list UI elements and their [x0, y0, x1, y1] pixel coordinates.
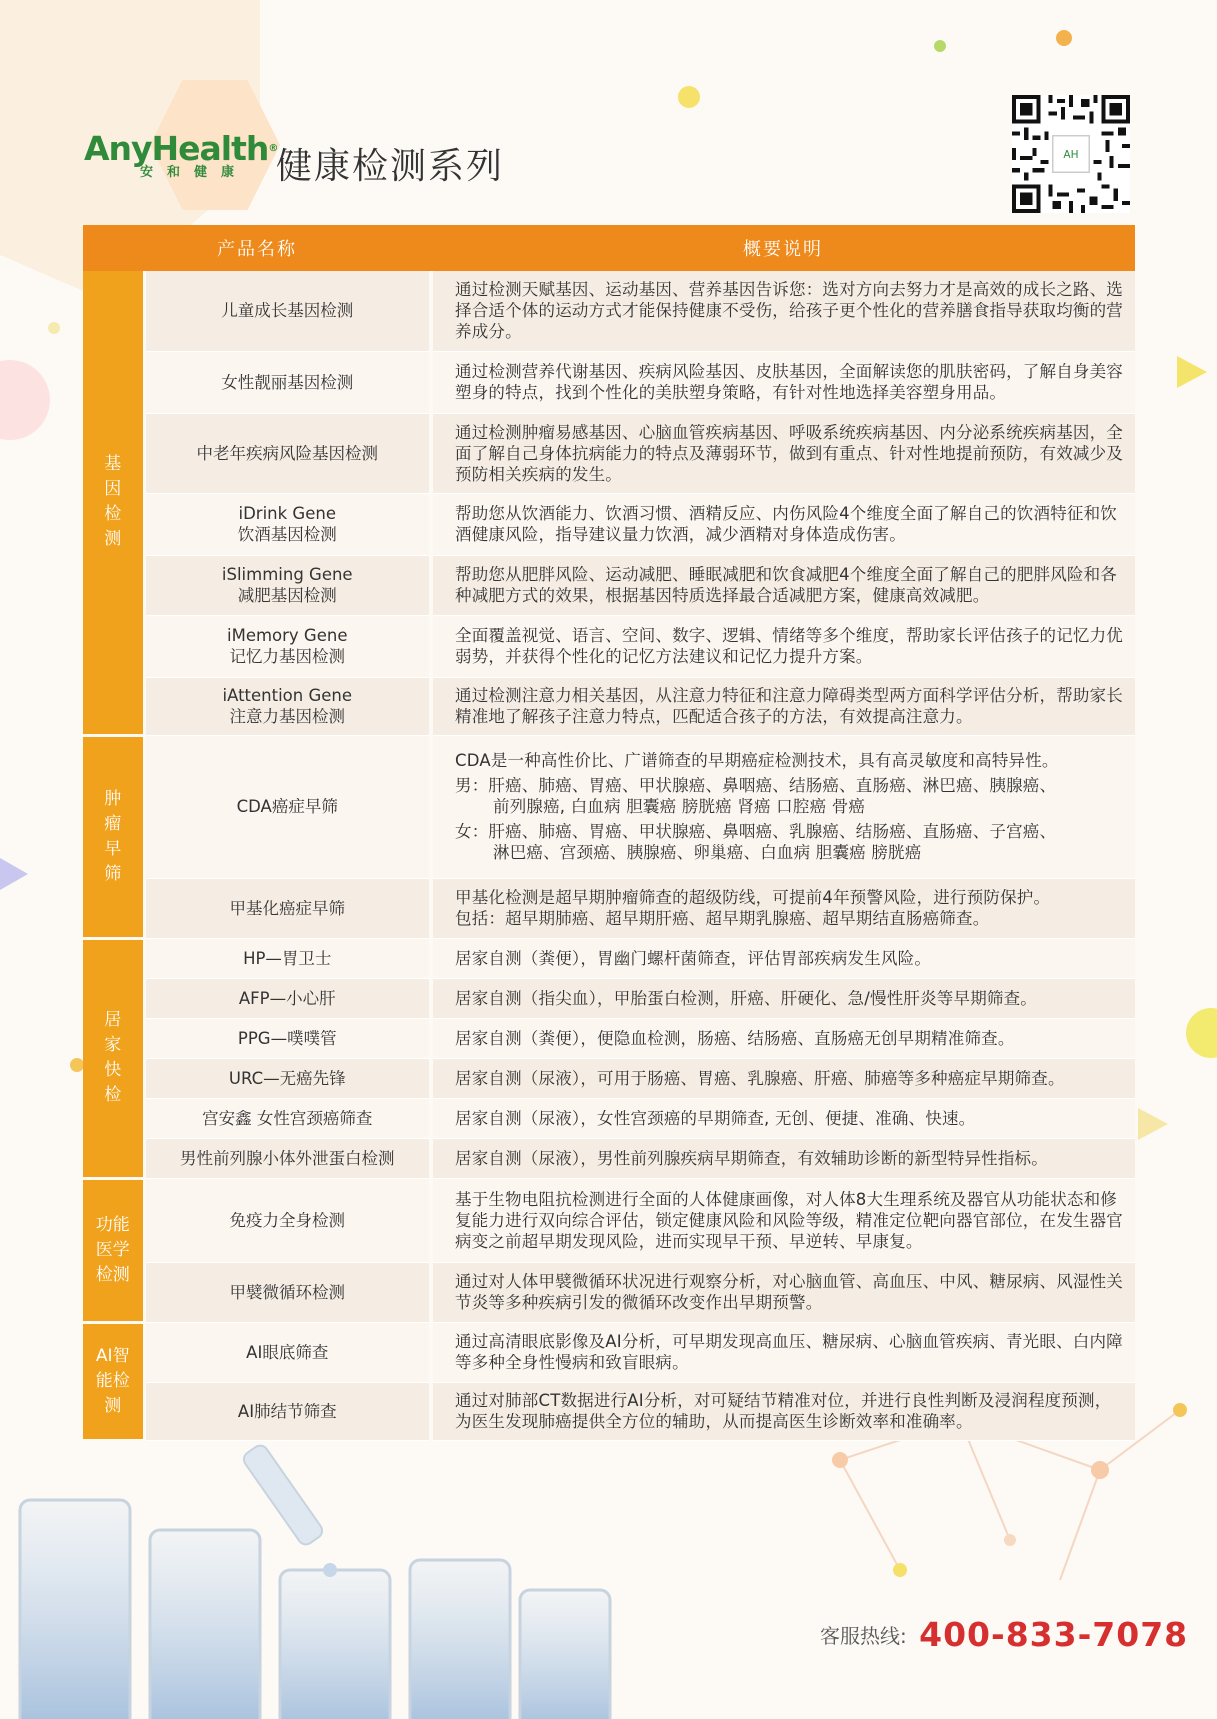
product-description: 通过对人体甲襞微循环状况进行观察分析，对心脑血管、高血压、中风、糖尿病、风湿性关节炎等多种疾病引发的微循环改变作出早期预警。 [431, 1262, 1135, 1322]
decorative-dot [1186, 1008, 1217, 1058]
product-name: 宫安鑫 女性宫颈癌筛查 [144, 1098, 431, 1138]
table-row [83, 938, 1135, 978]
product-table [83, 225, 1135, 1442]
product-name: AI肺结节筛查 [144, 1382, 431, 1440]
decorative-triangle [1177, 356, 1207, 388]
table-row [83, 555, 1135, 615]
decorative-dot [1056, 30, 1072, 46]
product-name: 甲襞微循环检测 [144, 1262, 431, 1322]
category-home-test: 居家快检 [83, 938, 144, 1178]
product-description: 通过高清眼底影像及AI分析，可早期发现高血压、糖尿病、心脑血管疾病、青光眼、白内障等多种全身性慢病和致盲眼病。 [431, 1322, 1135, 1382]
product-name: 女性靓丽基因检测 [144, 351, 431, 413]
category-tumor-screening: 肿瘤早筛 [83, 735, 144, 938]
table-row [83, 978, 1135, 1018]
logo-chinese-name: 安和健康 [140, 165, 249, 180]
svg-text:AH: AH [1063, 149, 1079, 162]
product-description: 帮助您从肥胖风险、运动减肥、睡眠减肥和饮食减肥4个维度全面了解自己的肥胖风险和各种减肥方式的效果，根据基因特质选择最合适减肥方案，健康高效减肥。 [431, 555, 1135, 615]
product-name: iMemory Gene 记忆力基因检测 [144, 615, 431, 677]
qr-code-icon [1012, 95, 1130, 213]
product-description: 居家自测（指尖血），甲胎蛋白检测，肝癌、肝硬化、急/慢性肝炎等早期筛查。 [431, 978, 1135, 1018]
product-name: AI眼底筛查 [144, 1322, 431, 1382]
category-gene-testing: 基因检测 [83, 271, 144, 735]
column-header-description: 概要说明 [431, 225, 1135, 271]
table-row [83, 493, 1135, 555]
table-row [83, 1058, 1135, 1098]
product-name: 甲基化癌症早筛 [144, 878, 431, 938]
qr-code [1012, 95, 1130, 213]
product-name: 儿童成长基因检测 [144, 271, 431, 351]
product-name: 免疫力全身检测 [144, 1178, 431, 1262]
product-description: 居家自测（尿液），男性前列腺疾病早期筛查，有效辅助诊断的新型特异性指标。 [431, 1138, 1135, 1178]
hotline-phone-number[interactable]: 400-833-7078 [919, 1615, 1189, 1654]
table-row [83, 1178, 1135, 1262]
table-row [83, 677, 1135, 735]
product-description: 通过对肺部CT数据进行AI分析，对可疑结节精准对位，并进行良性判断及浸润程度预测，为医生发现肺癌提供全方位的辅助，从而提高医生诊断效率和准确率。 [431, 1382, 1135, 1440]
product-description: 通过检测天赋基因、运动基因、营养基因告诉您：选对方向去努力才是高效的成长之路、选择合适个体的运动方式才能保持健康不受伤，给孩子更个性化的营养膳食指导获取均衡的营养成分。 [431, 271, 1135, 351]
product-description: 帮助您从饮酒能力、饮酒习惯、酒精反应、内伤风险4个维度全面了解自己的饮酒特征和饮酒健康风险，指导建议量力饮酒，减少酒精对身体造成伤害。 [431, 493, 1135, 555]
product-name: HP—胃卫士 [144, 938, 431, 978]
product-name: PPG—噗噗管 [144, 1018, 431, 1058]
table-row [83, 1138, 1135, 1178]
customer-hotline [820, 1615, 1188, 1654]
product-name: iAttention Gene 注意力基因检测 [144, 677, 431, 735]
product-description: 通过检测肿瘤易感基因、心脑血管疾病基因、呼吸系统疾病基因、内分泌系统疾病基因，全面了解自己身体抗病能力的特点及薄弱环节，做到有重点、针对性地提前预防，有效减少及预防相关疾病的发生。 [431, 413, 1135, 493]
product-name: AFP—小心肝 [144, 978, 431, 1018]
table-row [83, 271, 1135, 351]
category-functional-medicine: 功能医学检测 [83, 1178, 144, 1322]
product-description: 居家自测（粪便），胃幽门螺杆菌筛查，评估胃部疾病发生风险。 [431, 938, 1135, 978]
column-header-product-name: 产品名称 [83, 225, 431, 271]
table-row [83, 1382, 1135, 1440]
table-header-row [83, 225, 1135, 271]
decorative-dot [70, 1058, 84, 1072]
product-name: 男性前列腺小体外泄蛋白检测 [144, 1138, 431, 1178]
product-description: 居家自测（尿液），可用于肠癌、胃癌、乳腺癌、肝癌、肺癌等多种癌症早期筛查。 [431, 1058, 1135, 1098]
logo-wordmark: AnyHealth® [84, 129, 278, 168]
product-description: 通过检测营养代谢基因、疾病风险基因、皮肤基因，全面解读您的肌肤密码，了解自身美容塑身的特点，找到个性化的美肤塑身策略，有针对性地选择美容塑身用品。 [431, 351, 1135, 413]
product-name: URC—无癌先锋 [144, 1058, 431, 1098]
page-title: 健康检测系列 [276, 146, 505, 187]
table-row [83, 351, 1135, 413]
table-row [83, 615, 1135, 677]
decorative-dot [678, 86, 700, 108]
decorative-dot [934, 40, 946, 52]
product-description: 全面覆盖视觉、语言、空间、数字、逻辑、情绪等多个维度，帮助家长评估孩子的记忆力优弱势，并获得个性化的记忆方法建议和记忆力提升方案。 [431, 615, 1135, 677]
decorative-triangle [1138, 1108, 1168, 1140]
product-description: 甲基化检测是超早期肿瘤筛查的超级防线，可提前4年预警风险，进行预防保护。 包括：超早期肺癌、超早期肝癌、超早期乳腺癌、超早期结直肠癌筛查。 [431, 878, 1135, 938]
brand-logo [84, 129, 278, 180]
table-row [83, 878, 1135, 938]
decorative-circle [0, 360, 50, 440]
product-description: 基于生物电阻抗检测进行全面的人体健康画像，对人体8大生理系统及器官从功能状态和修复能力进行双向综合评估，锁定健康风险和风险等级，精准定位靶向器官部位，在发生器官病变之前超早期发现风险，进而实现早干预、早逆转、早康复。 [431, 1178, 1135, 1262]
product-name: iSlimming Gene 减肥基因检测 [144, 555, 431, 615]
product-description: 居家自测（粪便），便隐血检测，肠癌、结肠癌、直肠癌无创早期精准筛查。 [431, 1018, 1135, 1058]
table-row [83, 1322, 1135, 1382]
table-row [83, 735, 1135, 878]
decorative-dot [48, 322, 60, 334]
glassware-illustration [0, 1440, 760, 1719]
table-row [83, 1262, 1135, 1322]
product-name: CDA癌症早筛 [144, 735, 431, 878]
hotline-label: 客服热线: [820, 1624, 907, 1648]
table-row [83, 1098, 1135, 1138]
table-row [83, 1018, 1135, 1058]
product-name: iDrink Gene 饮酒基因检测 [144, 493, 431, 555]
decorative-triangle [0, 858, 28, 890]
table-row [83, 413, 1135, 493]
product-description: 通过检测注意力相关基因，从注意力特征和注意力障碍类型两方面科学评估分析，帮助家长精准地了解孩子注意力特点，匹配适合孩子的方法，有效提高注意力。 [431, 677, 1135, 735]
product-name: 中老年疾病风险基因检测 [144, 413, 431, 493]
product-description: 居家自测（尿液），女性宫颈癌的早期筛查, 无创、便捷、准确、快速。 [431, 1098, 1135, 1138]
lab-glassware-image [0, 1440, 760, 1719]
product-description: CDA是一种高性价比、广谱筛查的早期癌症检测技术，具有高灵敏度和高特异性。 男：肝癌、肺癌、胃癌、甲状腺癌、鼻咽癌、结肠癌、直肠癌、淋巴癌、胰腺癌、 前列腺癌, 白血病 胆囊癌 膀胱癌 肾癌 口腔癌 骨癌 女：肝癌、肺癌、胃癌、甲状腺癌、鼻咽癌、乳腺癌、结肠癌、直肠癌、子宫癌、 淋巴癌、宫颈癌、胰腺癌、卵巢癌、白血病 胆囊癌 膀胱癌 [431, 735, 1135, 878]
category-ai-testing: AI智能检测 [83, 1322, 144, 1440]
